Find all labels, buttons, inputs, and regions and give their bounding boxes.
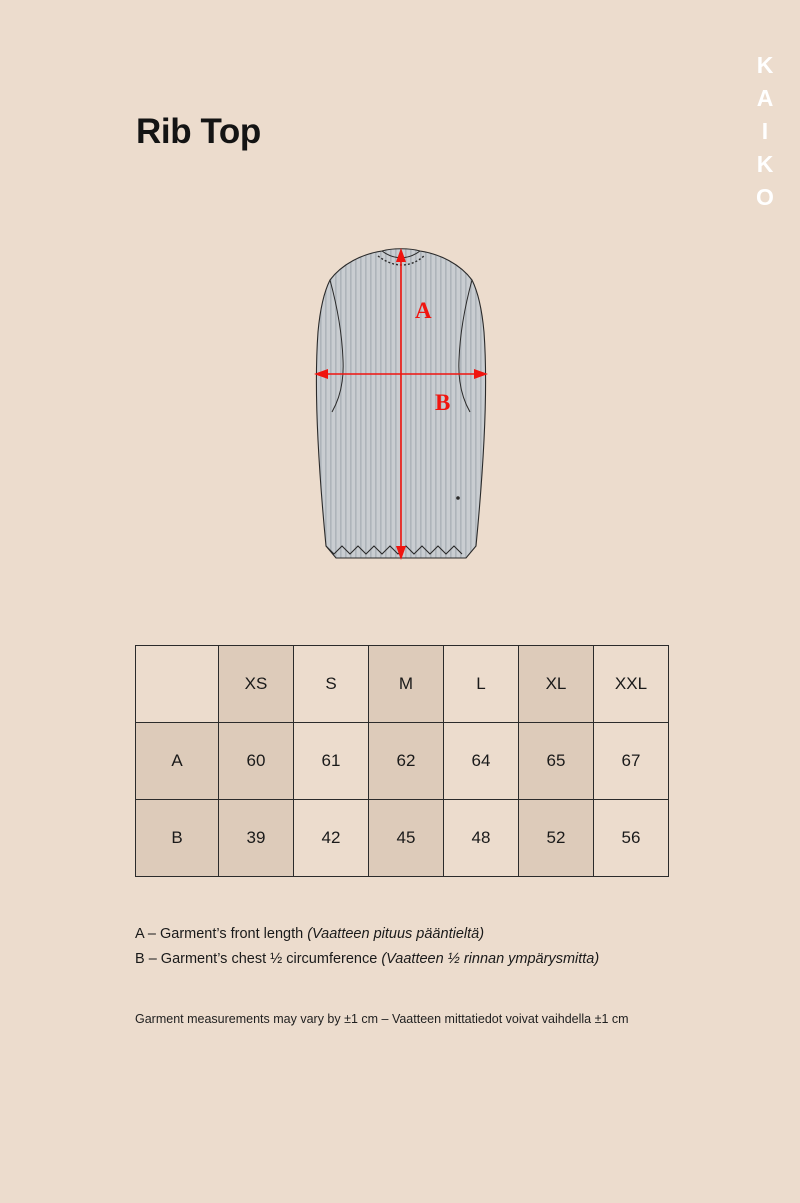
table-corner-cell: [136, 646, 219, 723]
label-a: A: [415, 298, 432, 323]
cell-b-l: 48: [444, 800, 519, 877]
legend-a-en: A – Garment’s front length: [135, 926, 304, 942]
table-row: [136, 800, 669, 877]
size-table: [135, 645, 669, 877]
tolerance-note: Garment measurements may vary by ±1 cm – Vaatteen mittatiedot voivat vaihdella ±1 cm: [135, 1012, 629, 1026]
cell-a-m: 62: [369, 723, 444, 800]
legend-b-fi: (Vaatteen ½ rinnan ympärysmitta): [381, 951, 600, 967]
cell-b-xs: 39: [219, 800, 294, 877]
table-header-xl: XL: [519, 646, 594, 723]
cell-a-l: 64: [444, 723, 519, 800]
table-header-m: M: [369, 646, 444, 723]
measurement-legend: [135, 922, 599, 972]
legend-b-en: B – Garment’s chest ½ circumference: [135, 951, 378, 967]
cell-b-m: 45: [369, 800, 444, 877]
table-header-xxl: XXL: [594, 646, 669, 723]
legend-a-fi: (Vaatteen pituus pääntieltä): [307, 926, 485, 942]
legend-line-a: [135, 922, 599, 947]
page-title: Rib Top: [136, 112, 261, 151]
label-b: B: [435, 390, 451, 415]
garment-illustration: [270, 240, 530, 590]
cell-a-xs: 60: [219, 723, 294, 800]
cell-a-xl: 65: [519, 723, 594, 800]
cell-b-xl: 52: [519, 800, 594, 877]
cell-b-s: 42: [294, 800, 369, 877]
legend-line-b: [135, 947, 599, 972]
cell-a-s: 61: [294, 723, 369, 800]
table-header-xs: XS: [219, 646, 294, 723]
cell-b-xxl: 56: [594, 800, 669, 877]
table-row: [136, 723, 669, 800]
row-label-b: B: [136, 800, 219, 877]
cell-a-xxl: 67: [594, 723, 669, 800]
brand-wordmark: KAIKO: [752, 52, 778, 217]
table-header-s: S: [294, 646, 369, 723]
table-header-l: L: [444, 646, 519, 723]
row-label-a: A: [136, 723, 219, 800]
table-header-row: [136, 646, 669, 723]
